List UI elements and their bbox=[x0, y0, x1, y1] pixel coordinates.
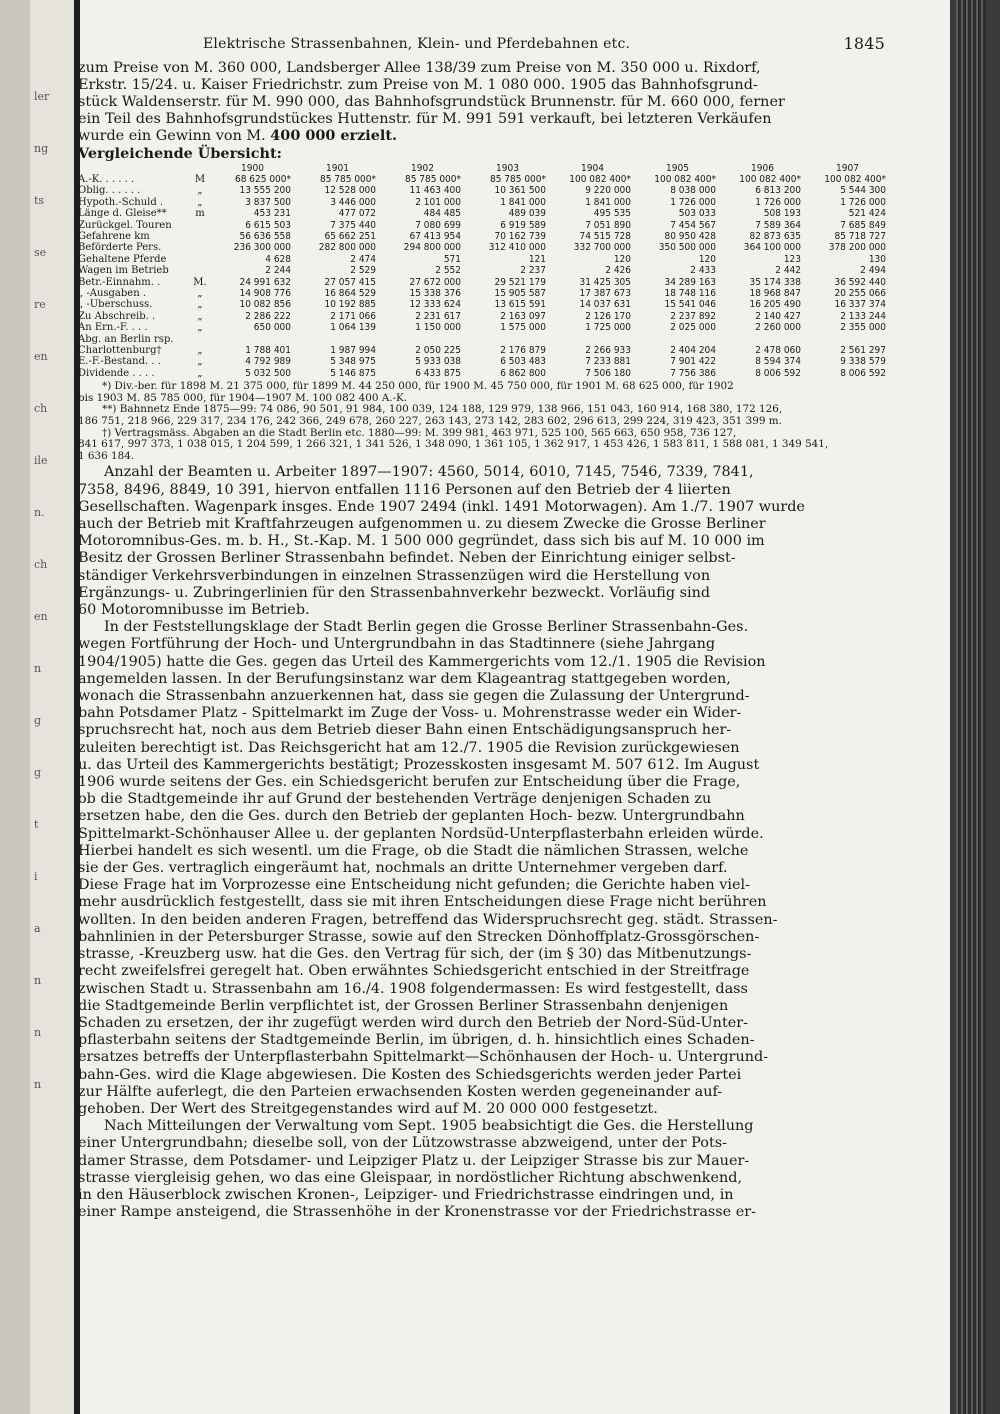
table-cell: 70 162 739 bbox=[494, 230, 546, 242]
margin-fragment: g bbox=[34, 766, 42, 779]
body-paragraph bbox=[78, 464, 890, 619]
table-cell: 7 589 364 bbox=[755, 219, 801, 231]
row-label: Wagen im Betrieb bbox=[78, 265, 169, 277]
table-cell bbox=[295, 334, 380, 345]
table-cell: 1 987 994 bbox=[330, 345, 376, 357]
margin-fragment: ch bbox=[34, 558, 48, 571]
table-cell: 2 176 879 bbox=[500, 345, 546, 357]
footnote-line: †) Vertragsmäss. Abgaben an die Stadt Berlin etc. 1880—99: M. 399 981, 463 971, 525 100, 565 663, 650 958, 736 127, bbox=[102, 427, 737, 439]
table-cell: 312 410 000 bbox=[488, 242, 546, 254]
text-line: angemelden lassen. In der Berufungsinstanz war dem Klageantrag stattgegeben worden, bbox=[78, 670, 731, 687]
row-label: Betr.-Einnahm. . bbox=[78, 276, 161, 288]
table-row bbox=[78, 220, 890, 231]
row-unit bbox=[190, 231, 210, 242]
text-line: auch der Betrieb mit Kraftfahrzeugen aufgenommen u. zu diesem Zwecke die Grosse Berliner bbox=[78, 516, 766, 533]
table-cell: 8 006 592 bbox=[755, 367, 801, 379]
table-cell: 10 192 885 bbox=[324, 299, 376, 311]
row-label: Abg. an Berlin rsp. bbox=[78, 333, 174, 345]
row-unit: „ bbox=[197, 345, 203, 357]
table-cell: 2 266 933 bbox=[585, 345, 631, 357]
margin-fragment: n bbox=[34, 1078, 42, 1091]
table-cell bbox=[550, 334, 635, 345]
table-cell bbox=[805, 334, 890, 345]
table-cell: 8 006 592 bbox=[840, 367, 886, 379]
comparison-table bbox=[78, 163, 890, 380]
text-line: 1906 wurde seitens der Ges. ein Schiedsgericht berufen zur Entscheidung über die Frage, bbox=[78, 774, 741, 791]
table-cell: 7 051 890 bbox=[585, 219, 631, 231]
row-label: Gehaltene Pferde bbox=[78, 253, 167, 265]
table-cell: 2 474 bbox=[350, 253, 376, 265]
text-line: ob die Stadtgemeinde ihr auf Grund der bestehenden Verträge denjenigen Schaden zu bbox=[78, 791, 712, 808]
table-row bbox=[78, 242, 890, 253]
body-text bbox=[78, 464, 890, 1221]
table-cell: 1 575 000 bbox=[500, 322, 546, 334]
table-cell: 7 454 567 bbox=[670, 219, 716, 231]
year-header: 1902 bbox=[411, 162, 434, 174]
text-line: zuleiten berechtigt ist. Das Reichsgericht hat am 12./7. 1905 die Revision zurückgewiesen bbox=[78, 739, 740, 756]
row-label: Gefahrene km bbox=[78, 230, 150, 242]
table-cell: 1 150 000 bbox=[415, 322, 461, 334]
text-line: Ergänzungs- u. Zubringerlinien für den Strassenbahnverkehr bezweckt. Vorläufig sind bbox=[78, 584, 711, 601]
margin-fragment: se bbox=[34, 246, 47, 259]
text-line: Erkstr. 15/24. u. Kaiser Friedrichstr. zum Preise von M. 1 080 000. 1905 das Bahnhofsgrund- bbox=[78, 76, 758, 93]
table-cell: 1 726 000 bbox=[670, 196, 716, 208]
text-line: die Stadtgemeinde Berlin verpflichtet ist, der Grossen Berliner Strassenbahn denjenigen bbox=[78, 997, 729, 1014]
year-header: 1905 bbox=[666, 162, 689, 174]
table-cell: 65 662 251 bbox=[324, 230, 376, 242]
previous-page-margin bbox=[30, 0, 80, 1414]
table-cell: 6 503 483 bbox=[500, 356, 546, 368]
row-unit bbox=[190, 220, 210, 231]
row-unit: „ bbox=[197, 310, 203, 322]
margin-fragment: ler bbox=[34, 90, 50, 103]
table-cell: 120 bbox=[698, 253, 716, 265]
table-cell bbox=[635, 334, 720, 345]
table-cell: 2 050 225 bbox=[415, 345, 461, 357]
margin-fragment: n. bbox=[34, 506, 45, 519]
table-cell bbox=[210, 334, 295, 345]
table-cell: 121 bbox=[528, 253, 546, 265]
table-cell: 2 163 097 bbox=[500, 310, 546, 322]
row-label: Dividende . . . . bbox=[78, 367, 155, 379]
table-cell: 18 748 116 bbox=[664, 288, 716, 299]
table-cell: 12 528 000 bbox=[324, 185, 376, 197]
table-row bbox=[78, 334, 890, 345]
table-cell: 100 082 400* bbox=[739, 173, 801, 185]
table-cell: 67 413 954 bbox=[409, 230, 461, 242]
table-cell: 5 544 300 bbox=[840, 185, 886, 197]
table-cell: 100 082 400* bbox=[654, 173, 716, 185]
table-row bbox=[78, 368, 890, 379]
header-title: Elektrische Strassenbahnen, Klein- und Pferdebahnen etc. bbox=[203, 36, 631, 52]
table-cell: 15 541 046 bbox=[664, 299, 716, 311]
text-line: stück Waldenserstr. für M. 990 000, das Bahnhofsgrundstück Brunnenstr. für M. 660 000, ferner bbox=[78, 93, 785, 110]
year-header: 1906 bbox=[751, 162, 774, 174]
text-line: Besitz der Grossen Berliner Strassenbahn befindet. Neben der Einrichtung einiger selbst- bbox=[78, 550, 736, 567]
table-cell: 5 146 875 bbox=[330, 367, 376, 379]
margin-fragment: t bbox=[34, 818, 39, 831]
table-cell: 2 101 000 bbox=[415, 196, 461, 208]
table-cell: 6 615 503 bbox=[245, 219, 291, 231]
row-unit: M bbox=[194, 173, 206, 185]
text-line: Motoromnibus-Ges. m. b. H., St.-Kap. M. 1 500 000 gegründet, dass sich bis auf M. 10 000 im bbox=[78, 533, 765, 550]
table-cell bbox=[720, 334, 805, 345]
footnote-line: **) Bahnnetz Ende 1875—99: 74 086, 90 501, 91 984, 100 039, 124 188, 129 979, 138 966, 151 043, 160 914, 168 380, 172 126, bbox=[102, 404, 783, 416]
table-cell: 7 756 386 bbox=[670, 367, 716, 379]
row-label: A.-K. . . . . . bbox=[78, 173, 135, 185]
row-unit: „ bbox=[197, 322, 203, 334]
table-cell: 34 289 163 bbox=[664, 276, 716, 288]
table-cell: 1 726 000 bbox=[840, 196, 886, 208]
table-cell: 2 244 bbox=[265, 265, 291, 277]
text-line: Nach Mitteilungen der Verwaltung vom Sept. 1905 beabsichtigt die Ges. die Herstellung bbox=[104, 1118, 754, 1135]
table-cell: 29 521 179 bbox=[494, 276, 546, 288]
table-cell: 571 bbox=[443, 253, 461, 265]
running-header bbox=[78, 30, 890, 60]
table-cell: 31 425 305 bbox=[579, 276, 631, 288]
table-cell: 1 841 000 bbox=[500, 196, 546, 208]
table-footnotes bbox=[78, 381, 890, 462]
table-row bbox=[78, 174, 890, 185]
footnote-line: 186 751, 218 966, 229 317, 234 176, 242 366, 249 678, 260 227, 263 143, 273 142, 283 602, 296 613, 299 224, 319 423, 351 399 m. bbox=[78, 416, 782, 428]
table-cell: 4 628 bbox=[265, 253, 291, 265]
table-cell: 9 220 000 bbox=[585, 185, 631, 197]
row-label: An Ern.-F. . . . bbox=[78, 322, 148, 334]
text-line: Spittelmarkt-Schönhauser Allee u. der geplanten Nordsüd-Unterpflasterbahn erleiden würde. bbox=[78, 825, 764, 842]
margin-fragment: ch bbox=[34, 402, 48, 415]
footnote-line: 841 617, 997 373, 1 038 015, 1 204 599, 1 266 321, 1 341 526, 1 348 090, 1 361 105, 1 362 917, 1 453 426, 1 583 811, 1 588 081, 1 349 541, bbox=[78, 439, 829, 451]
table-cell: 2 286 222 bbox=[245, 310, 291, 322]
text-line: pflasterbahn seitens der Stadtgemeinde Berlin, im übrigen, d. h. hinsichtlich eines Schaden- bbox=[78, 1032, 755, 1049]
text-line: sie der Ges. vertraglich eingeräumt hat, nochmals an dritte Unternehmer vergeben darf. bbox=[78, 860, 728, 877]
table-cell: 508 193 bbox=[763, 208, 801, 220]
table-cell: 11 463 400 bbox=[409, 185, 461, 197]
table-cell: 85 718 727 bbox=[834, 230, 886, 242]
table-cell: 7 080 699 bbox=[415, 219, 461, 231]
table-cell: 27 672 000 bbox=[409, 276, 461, 288]
margin-fragment: n bbox=[34, 1026, 42, 1039]
table-cell: 2 529 bbox=[350, 265, 376, 277]
table-cell: 18 968 847 bbox=[749, 288, 801, 299]
table-cell: 294 800 000 bbox=[403, 242, 461, 254]
table-cell: 15 338 376 bbox=[409, 288, 461, 299]
table-row bbox=[78, 265, 890, 276]
row-label: „ -Überschuss. bbox=[78, 299, 153, 311]
text-line: ein Teil des Bahnhofsgrundstückes Huttenstr. für M. 991 591 verkauft, bei letzteren Verkäufen bbox=[78, 110, 772, 127]
table-cell: 80 950 428 bbox=[664, 230, 716, 242]
page-number: 1845 bbox=[843, 34, 885, 53]
table-cell: 2 231 617 bbox=[415, 310, 461, 322]
table-cell: 1 725 000 bbox=[585, 322, 631, 334]
table-cell: 6 433 875 bbox=[415, 367, 461, 379]
text-line: Diese Frage hat im Vorprozesse eine Entscheidung nicht gefunden; die Gerichte haben viel- bbox=[78, 877, 750, 894]
row-label: Oblig. . . . . . bbox=[78, 185, 141, 197]
table-cell: 36 592 440 bbox=[834, 276, 886, 288]
table-cell: 85 785 000* bbox=[320, 173, 376, 185]
table-cell: 7 375 440 bbox=[330, 219, 376, 231]
table-row bbox=[78, 311, 890, 322]
table-cell: 13 615 591 bbox=[494, 299, 546, 311]
table-cell: 10 361 500 bbox=[494, 185, 546, 197]
year-header: 1900 bbox=[241, 162, 264, 174]
table-cell: 378 200 000 bbox=[828, 242, 886, 254]
table-cell: 2 171 066 bbox=[330, 310, 376, 322]
table-cell: 2 133 244 bbox=[840, 310, 886, 322]
row-label: „ -Ausgaben . bbox=[78, 288, 147, 299]
text-line: in den Häuserblock zwischen Kronen-, Leipziger- und Friedrichstrasse eindringen und, in bbox=[78, 1186, 734, 1203]
table-row bbox=[78, 345, 890, 356]
table-cell: 8 038 000 bbox=[670, 185, 716, 197]
table-cell: 6 919 589 bbox=[500, 219, 546, 231]
table-cell: 5 032 500 bbox=[245, 367, 291, 379]
table-cell: 3 837 500 bbox=[245, 196, 291, 208]
table-row bbox=[78, 208, 890, 219]
table-cell: 24 991 632 bbox=[239, 276, 291, 288]
table-cell: 12 333 624 bbox=[409, 299, 461, 311]
table-cell: 2 260 000 bbox=[755, 322, 801, 334]
table-cell: 2 126 170 bbox=[585, 310, 631, 322]
table-cell: 2 561 297 bbox=[840, 345, 886, 357]
text-line: strasse viergleisig gehen, wo das eine Gleispaar, in nordöstlicher Richtung abschwenkend, bbox=[78, 1169, 743, 1186]
table-cell: 120 bbox=[613, 253, 631, 265]
body-paragraph bbox=[78, 619, 890, 1118]
table-cell: 7 233 881 bbox=[585, 356, 631, 368]
table-cell: 27 057 415 bbox=[324, 276, 376, 288]
table-row bbox=[78, 277, 890, 288]
table-cell: 68 625 000* bbox=[235, 173, 291, 185]
table-cell: 85 785 000* bbox=[405, 173, 461, 185]
table-cell: 2 355 000 bbox=[840, 322, 886, 334]
margin-fragment: en bbox=[34, 350, 48, 363]
table-cell: 2 426 bbox=[605, 265, 631, 277]
table-cell: 17 387 673 bbox=[579, 288, 631, 299]
year-header: 1903 bbox=[496, 162, 519, 174]
row-unit: „ bbox=[197, 185, 203, 197]
row-label: Zurückgel. Touren bbox=[78, 219, 172, 231]
table-row bbox=[78, 185, 890, 196]
text-line: ersetzen habe, den die Ges. durch den Betrieb der geplanten Hoch- bezw. Untergrundbahn bbox=[78, 808, 745, 825]
text-line: wurde ein Gewinn von M. 400 000 erzielt. bbox=[78, 127, 398, 144]
margin-fragment: n bbox=[34, 662, 42, 675]
row-label: Charlottenburg† bbox=[78, 345, 162, 357]
row-unit: „ bbox=[197, 356, 203, 368]
margin-fragment: re bbox=[34, 298, 46, 311]
table-row bbox=[78, 254, 890, 265]
body-paragraph bbox=[78, 1118, 890, 1221]
row-label: Länge d. Gleise** bbox=[78, 208, 167, 220]
table-cell: 56 636 558 bbox=[239, 230, 291, 242]
table-cell: 123 bbox=[783, 253, 801, 265]
table-row bbox=[78, 322, 890, 333]
table-cell: 6 813 200 bbox=[755, 185, 801, 197]
table-cell: 35 174 338 bbox=[749, 276, 801, 288]
text-line: recht zweifelsfrei geregelt hat. Oben erwähntes Schiedsgericht entschied in der Streitfrage bbox=[78, 963, 750, 980]
margin-fragment: a bbox=[34, 922, 41, 935]
table-cell: 5 933 038 bbox=[415, 356, 461, 368]
table-cell: 7 901 422 bbox=[670, 356, 716, 368]
text-line: bahn-Ges. wird die Klage abgewiesen. Die Kosten des Schiedsgerichts werden jeder Partei bbox=[78, 1066, 742, 1083]
row-unit bbox=[190, 334, 210, 345]
text-line: zum Preise von M. 360 000, Landsberger Allee 138/39 zum Preise von M. 350 000 u. Rixdorf, bbox=[78, 60, 761, 76]
row-unit: m bbox=[195, 208, 205, 220]
table-cell: 1 726 000 bbox=[755, 196, 801, 208]
footnote-line: 1 636 184. bbox=[78, 450, 135, 462]
table-cell: 2 404 204 bbox=[670, 345, 716, 357]
text-line: bahnlinien in der Petersburger Strasse, sowie auf den Strecken Dönhoffplatz-Grossgörschen- bbox=[78, 928, 760, 945]
table-cell: 521 424 bbox=[848, 208, 886, 220]
row-unit bbox=[190, 254, 210, 265]
table-row bbox=[78, 356, 890, 367]
text-line: wonach die Strassenbahn anzuerkennen hat, dass sie gegen die Zulassung der Untergrund- bbox=[78, 688, 750, 705]
table-row bbox=[78, 299, 890, 310]
text-line: wollten. In den beiden anderen Fragen, betreffend das Widerspruchsrecht geg. städt. Strassen- bbox=[78, 911, 778, 928]
table-cell: 130 bbox=[868, 253, 886, 265]
table-cell: 13 555 200 bbox=[239, 185, 291, 197]
text-line: einer Untergrundbahn; dieselbe soll, von der Lützowstrasse abzweigend, unter der Pots- bbox=[78, 1135, 727, 1152]
table-cell: 74 515 728 bbox=[579, 230, 631, 242]
margin-fragment: en bbox=[34, 610, 48, 623]
table-cell: 16 337 374 bbox=[834, 299, 886, 311]
table-cell: 453 231 bbox=[253, 208, 291, 220]
text-line: Schaden zu ersetzen, der ihr zugefügt werden wird durch den Betrieb der Nord-Süd-Unter- bbox=[78, 1014, 748, 1031]
table-cell: 14 908 776 bbox=[239, 288, 291, 299]
table-cell: 282 800 000 bbox=[318, 242, 376, 254]
text-line: In der Feststellungsklage der Stadt Berlin gegen die Grosse Berliner Strassenbahn-Ges. bbox=[104, 619, 749, 636]
row-unit: M. bbox=[193, 276, 207, 288]
table-cell: 6 862 800 bbox=[500, 367, 546, 379]
text-line: u. das Urteil des Kammergerichts bestätigt; Prozesskosten insgesamt M. 507 612. Im August bbox=[78, 756, 760, 773]
page-content bbox=[78, 30, 890, 1221]
table-cell: 650 000 bbox=[253, 322, 291, 334]
row-unit: „ bbox=[197, 367, 203, 379]
table-cell: 14 037 631 bbox=[579, 299, 631, 311]
row-unit: „ bbox=[197, 196, 203, 208]
table-cell: 236 300 000 bbox=[233, 242, 291, 254]
text-line: einer Rampe ansteigend, die Strassenhöhe in der Kronenstrasse vor der Friedrichstrasse er- bbox=[78, 1204, 757, 1221]
table-cell: 7 506 180 bbox=[585, 367, 631, 379]
table-cell: 2 478 060 bbox=[755, 345, 801, 357]
section-title: Vergleichende Übersicht: bbox=[78, 144, 282, 162]
table-cell: 85 785 000* bbox=[490, 173, 546, 185]
text-line: Anzahl der Beamten u. Arbeiter 1897—1907: 4560, 5014, 6010, 7145, 7546, 7339, 7841, bbox=[104, 464, 754, 481]
row-label: Beförderte Pers. bbox=[78, 242, 162, 254]
text-line: 60 Motoromnibusse im Betrieb. bbox=[78, 602, 310, 619]
row-label: Zu Abschreib. . bbox=[78, 310, 156, 322]
table-row bbox=[78, 197, 890, 208]
year-header: 1904 bbox=[581, 162, 604, 174]
table-cell: 495 535 bbox=[593, 208, 631, 220]
table-cell: 2 494 bbox=[860, 265, 886, 277]
table-cell: 489 039 bbox=[508, 208, 546, 220]
text-line: spruchsrecht hat, noch aus dem Betrieb dieser Bahn einen Entschädigungsanspruch her- bbox=[78, 722, 732, 739]
text-line: zwischen Stadt u. Strassenbahn am 16./4. 1908 folgendermassen: Es wird festgestellt, dass bbox=[78, 980, 748, 997]
table-row bbox=[78, 231, 890, 242]
footnote-line: *) Div.-ber. für 1898 M. 21 375 000, für 1899 M. 44 250 000, für 1900 M. 45 750 000, für 1901 M. 68 625 000, für 1902 bbox=[102, 381, 734, 393]
text-line: zur Hälfte auferlegt, die den Parteien erwachsenden Kosten werden gegeneinander auf- bbox=[78, 1083, 723, 1100]
table-cell: 2 433 bbox=[690, 265, 716, 277]
text-line: ständiger Verkehrsverbindungen in einzelnen Strassenzügen wird die Herstellung von bbox=[78, 567, 711, 584]
table-cell bbox=[465, 334, 550, 345]
table-cell: 3 446 000 bbox=[330, 196, 376, 208]
text-line: bahn Potsdamer Platz - Spittelmarkt im Zuge der Voss- u. Mohrenstrasse weder ein Wider- bbox=[78, 705, 742, 722]
table-cell: 20 255 066 bbox=[834, 288, 886, 299]
margin-fragment: n bbox=[34, 974, 42, 987]
footnote-line: bis 1903 M. 85 785 000, für 1904—1907 M. 100 082 400 A.-K. bbox=[78, 392, 408, 404]
year-header: 1901 bbox=[326, 162, 349, 174]
table-cell: 1 064 139 bbox=[330, 322, 376, 334]
table-cell: 2 025 000 bbox=[670, 322, 716, 334]
table-cell: 477 072 bbox=[338, 208, 376, 220]
table-row bbox=[78, 288, 890, 299]
table-cell: 5 348 975 bbox=[330, 356, 376, 368]
text-line: 1904/1905) hatte die Ges. gegen das Urteil des Kammergerichts vom 12./1. 1905 die Revision bbox=[78, 653, 766, 670]
year-header: 1907 bbox=[836, 162, 859, 174]
text-line: 7358, 8496, 8849, 10 391, hiervon entfallen 1116 Personen auf den Betrieb der 4 liierten bbox=[78, 481, 731, 498]
table-cell: 350 500 000 bbox=[658, 242, 716, 254]
table-cell bbox=[380, 334, 465, 345]
table-cell: 4 792 989 bbox=[245, 356, 291, 368]
margin-fragment: ts bbox=[34, 194, 45, 207]
table-cell: 8 594 374 bbox=[755, 356, 801, 368]
table-cell: 1 841 000 bbox=[585, 196, 631, 208]
text-line: gehoben. Der Wert des Streitgegenstandes wird auf M. 20 000 000 festgesetzt. bbox=[78, 1100, 658, 1117]
table-cell: 2 442 bbox=[775, 265, 801, 277]
table-cell: 16 864 529 bbox=[324, 288, 376, 299]
row-label: Hypoth.-Schuld . bbox=[78, 196, 164, 208]
text-line: strasse, -Kreuzberg usw. hat die Ges. den Vertrag für sich, der (im § 30) das Mitbenutzungs- bbox=[78, 946, 752, 963]
intro-paragraph bbox=[78, 60, 890, 145]
table-cell: 9 338 579 bbox=[840, 356, 886, 368]
row-unit: „ bbox=[197, 299, 203, 311]
table-cell: 100 082 400* bbox=[569, 173, 631, 185]
table-header-row bbox=[78, 163, 890, 174]
margin-fragment: i bbox=[34, 870, 38, 883]
table-cell: 2 237 892 bbox=[670, 310, 716, 322]
text-line: mehr ausdrücklich festgestellt, dass sie mit ihren Entscheidungen diese Frage nicht berühren bbox=[78, 894, 767, 911]
table-cell: 2 552 bbox=[435, 265, 461, 277]
text-line: Hierbei handelt es sich wesentl. um die Frage, ob die Stadt die nämlichen Strassen, welche bbox=[78, 842, 749, 859]
margin-fragment: ile bbox=[34, 454, 48, 467]
table-cell: 82 873 635 bbox=[749, 230, 801, 242]
table-cell: 2 237 bbox=[520, 265, 546, 277]
book-gutter bbox=[0, 0, 30, 1414]
margin-fragment: ng bbox=[34, 142, 49, 155]
text-line: ersatzes betreffs der Unterpflasterbahn Spittelmarkt—Schönhausen der Hoch- u. Untergrund- bbox=[78, 1049, 769, 1066]
table-cell: 503 033 bbox=[678, 208, 716, 220]
table-cell: 364 100 000 bbox=[743, 242, 801, 254]
table-cell: 1 788 401 bbox=[245, 345, 291, 357]
table-cell: 100 082 400* bbox=[824, 173, 886, 185]
text-line: wegen Fortführung der Hoch- und Untergrundbahn in das Stadtinnere (siehe Jahrgang bbox=[78, 636, 716, 653]
row-unit bbox=[190, 242, 210, 253]
table-cell: 15 905 587 bbox=[494, 288, 546, 299]
table-cell: 2 140 427 bbox=[755, 310, 801, 322]
table-cell: 332 700 000 bbox=[573, 242, 631, 254]
table-cell: 16 205 490 bbox=[749, 299, 801, 311]
row-label: E.-F.-Bestand. . . bbox=[78, 356, 161, 368]
table-cell: 10 082 856 bbox=[239, 299, 291, 311]
table-cell: 484 485 bbox=[423, 208, 461, 220]
page-edge bbox=[950, 0, 1000, 1414]
margin-fragment: g bbox=[34, 714, 42, 727]
table-cell: 7 685 849 bbox=[840, 219, 886, 231]
text-line: damer Strasse, dem Potsdamer- und Leipziger Platz u. der Leipziger Strasse bis zur Mauer- bbox=[78, 1152, 750, 1169]
row-unit: „ bbox=[197, 288, 203, 299]
row-unit bbox=[190, 265, 210, 276]
text-line: Gesellschaften. Wagenpark insges. Ende 1907 2494 (inkl. 1491 Motorwagen). Am 1./7. 1907 wurde bbox=[78, 498, 805, 515]
